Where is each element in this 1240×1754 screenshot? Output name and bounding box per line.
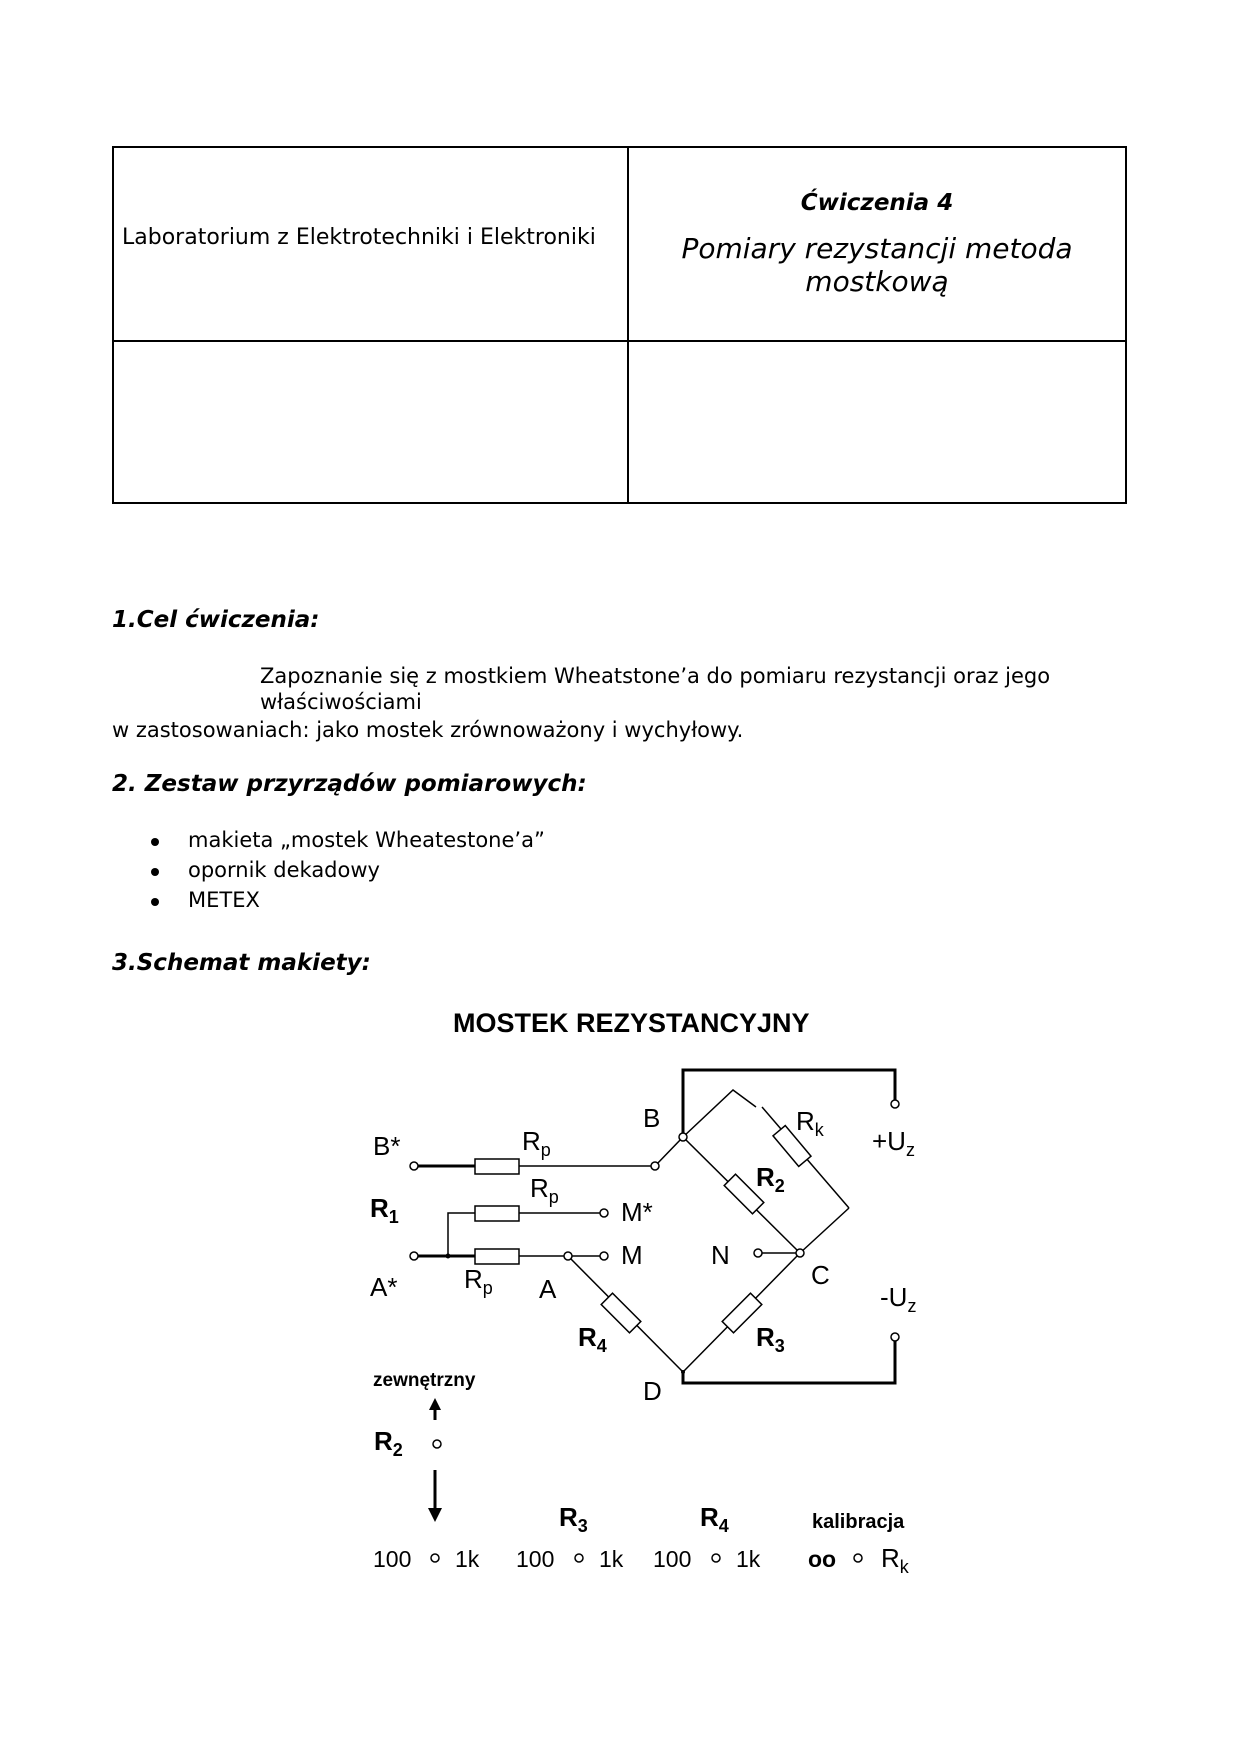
label-rp-middle	[530, 1173, 559, 1207]
junction-dot	[446, 1254, 451, 1259]
label-r4	[578, 1322, 607, 1356]
label-sub: 2	[774, 1176, 785, 1196]
label-r4-switch	[700, 1502, 729, 1536]
label-sub: z	[905, 1140, 915, 1160]
label-sub: 3	[774, 1336, 785, 1356]
diagram-title: MOSTEK REZYSTANCYJNY	[453, 1008, 810, 1038]
wire-rk-c	[800, 1208, 849, 1253]
lab-name: Laboratorium z Elektrotechniki i Elektroniki	[113, 147, 628, 341]
label-sub: 1	[388, 1207, 399, 1227]
label-r: R	[881, 1543, 900, 1573]
label-r: R	[796, 1106, 815, 1136]
label-external: zewnętrzny	[373, 1370, 476, 1391]
label-rk-switch	[881, 1543, 910, 1577]
arrow-up-icon	[429, 1398, 441, 1410]
label-r: R	[756, 1322, 775, 1352]
label-r: R	[374, 1426, 393, 1456]
resistor-rp-middle	[475, 1206, 519, 1221]
arrow-down-icon	[428, 1508, 442, 1522]
wire-minus-uz	[683, 1340, 895, 1383]
label-infinity: oo	[808, 1546, 837, 1572]
label-r: R	[522, 1126, 541, 1156]
label-r3-100: 100	[516, 1546, 555, 1572]
wire-rk-switch	[683, 1090, 756, 1137]
junction-dot	[681, 1370, 685, 1374]
label-r: R	[578, 1322, 597, 1352]
resistor-r4	[601, 1293, 641, 1333]
label-sub: k	[899, 1557, 909, 1577]
label-r1	[370, 1193, 399, 1227]
label-sub: z	[907, 1296, 917, 1316]
terminal-a	[564, 1252, 572, 1260]
label-calibration: kalibracja	[812, 1511, 905, 1533]
label-r: R	[756, 1162, 775, 1192]
label-r2-1k: 1k	[455, 1546, 480, 1572]
label-bstar: B*	[373, 1131, 401, 1161]
switch-r4	[712, 1554, 720, 1562]
label-r3-switch	[559, 1502, 588, 1536]
wire-b-node	[655, 1137, 683, 1166]
label-rk	[796, 1106, 825, 1140]
resistor-rp-bottom	[475, 1249, 519, 1264]
resistor-rp-top	[475, 1159, 519, 1174]
label-r3-1k: 1k	[599, 1546, 624, 1572]
label-r4-100: 100	[653, 1546, 692, 1572]
terminal-plus-uz	[891, 1100, 899, 1108]
label-minus-uz	[880, 1282, 916, 1316]
label-r2-100: 100	[373, 1546, 412, 1572]
label-r: R	[530, 1173, 549, 1203]
wire-r1-branch	[448, 1213, 475, 1256]
label-r: R	[464, 1264, 483, 1294]
terminal-b	[679, 1133, 687, 1141]
label-r2-switch	[374, 1426, 403, 1460]
switch-calibration	[854, 1554, 862, 1562]
terminal-b-left	[651, 1162, 659, 1170]
list-item: METEX	[148, 888, 545, 918]
wire-plus-uz	[683, 1070, 895, 1137]
exercise-number: Ćwiczenia 4	[800, 190, 954, 216]
label-rp-top	[522, 1126, 551, 1160]
list-item: makieta „mostek Wheatestone’a”	[148, 828, 545, 858]
label-a: A	[539, 1274, 557, 1304]
label-n: N	[711, 1240, 730, 1270]
label-b: B	[643, 1103, 661, 1133]
label-sub: 4	[718, 1516, 729, 1536]
terminal-m	[600, 1252, 608, 1260]
terminal-n	[754, 1249, 762, 1257]
goal-line-1: Zapoznanie się z mostkiem Wheatstone’a do pomiaru rezystancji oraz jego	[260, 664, 1051, 688]
label-c: C	[811, 1260, 830, 1290]
switch-r3	[575, 1554, 583, 1562]
terminal-mstar	[600, 1209, 608, 1217]
label-mstar: M*	[621, 1197, 653, 1227]
exercise-title: Pomiary rezystancji metoda mostkową	[681, 232, 1073, 298]
goal-line-3: w zastosowaniach: jako mostek zrównoważony i wychyłowy.	[112, 718, 744, 742]
label-sub: p	[540, 1140, 551, 1160]
terminal-bstar	[410, 1162, 418, 1170]
label-sub: p	[548, 1187, 559, 1207]
label-r: R	[700, 1502, 719, 1532]
label-rp-bottom	[464, 1264, 493, 1298]
label-astar: A*	[370, 1272, 398, 1302]
label-sub: k	[814, 1120, 824, 1140]
terminal-astar	[410, 1252, 418, 1260]
label-plus-uz	[872, 1126, 915, 1160]
label-r3	[756, 1322, 785, 1356]
label-r: R	[559, 1502, 578, 1532]
terminal-minus-uz	[891, 1333, 899, 1341]
terminal-c	[796, 1249, 804, 1257]
label-plus-u: +U	[872, 1126, 906, 1156]
label-sub: 4	[596, 1336, 607, 1356]
label-sub: 2	[392, 1440, 403, 1460]
list-item: opornik dekadowy	[148, 858, 545, 888]
switch-r2-100-1k	[431, 1554, 439, 1562]
label-sub: p	[482, 1278, 493, 1298]
section-3-heading: 3.Schemat makiety:	[112, 950, 371, 976]
label-m: M	[621, 1240, 643, 1270]
label-r: R	[370, 1193, 389, 1223]
label-sub: 3	[577, 1516, 588, 1536]
section-2-heading: 2. Zestaw przyrządów pomiarowych:	[112, 771, 587, 797]
section-1-heading: 1.Cel ćwiczenia:	[112, 607, 320, 633]
label-r2	[756, 1162, 785, 1196]
label-r4-1k: 1k	[736, 1546, 761, 1572]
label-d: D	[643, 1376, 662, 1406]
goal-line-2: właściwościami	[260, 690, 422, 714]
label-minus-u: -U	[880, 1282, 908, 1312]
switch-r2	[433, 1440, 441, 1448]
